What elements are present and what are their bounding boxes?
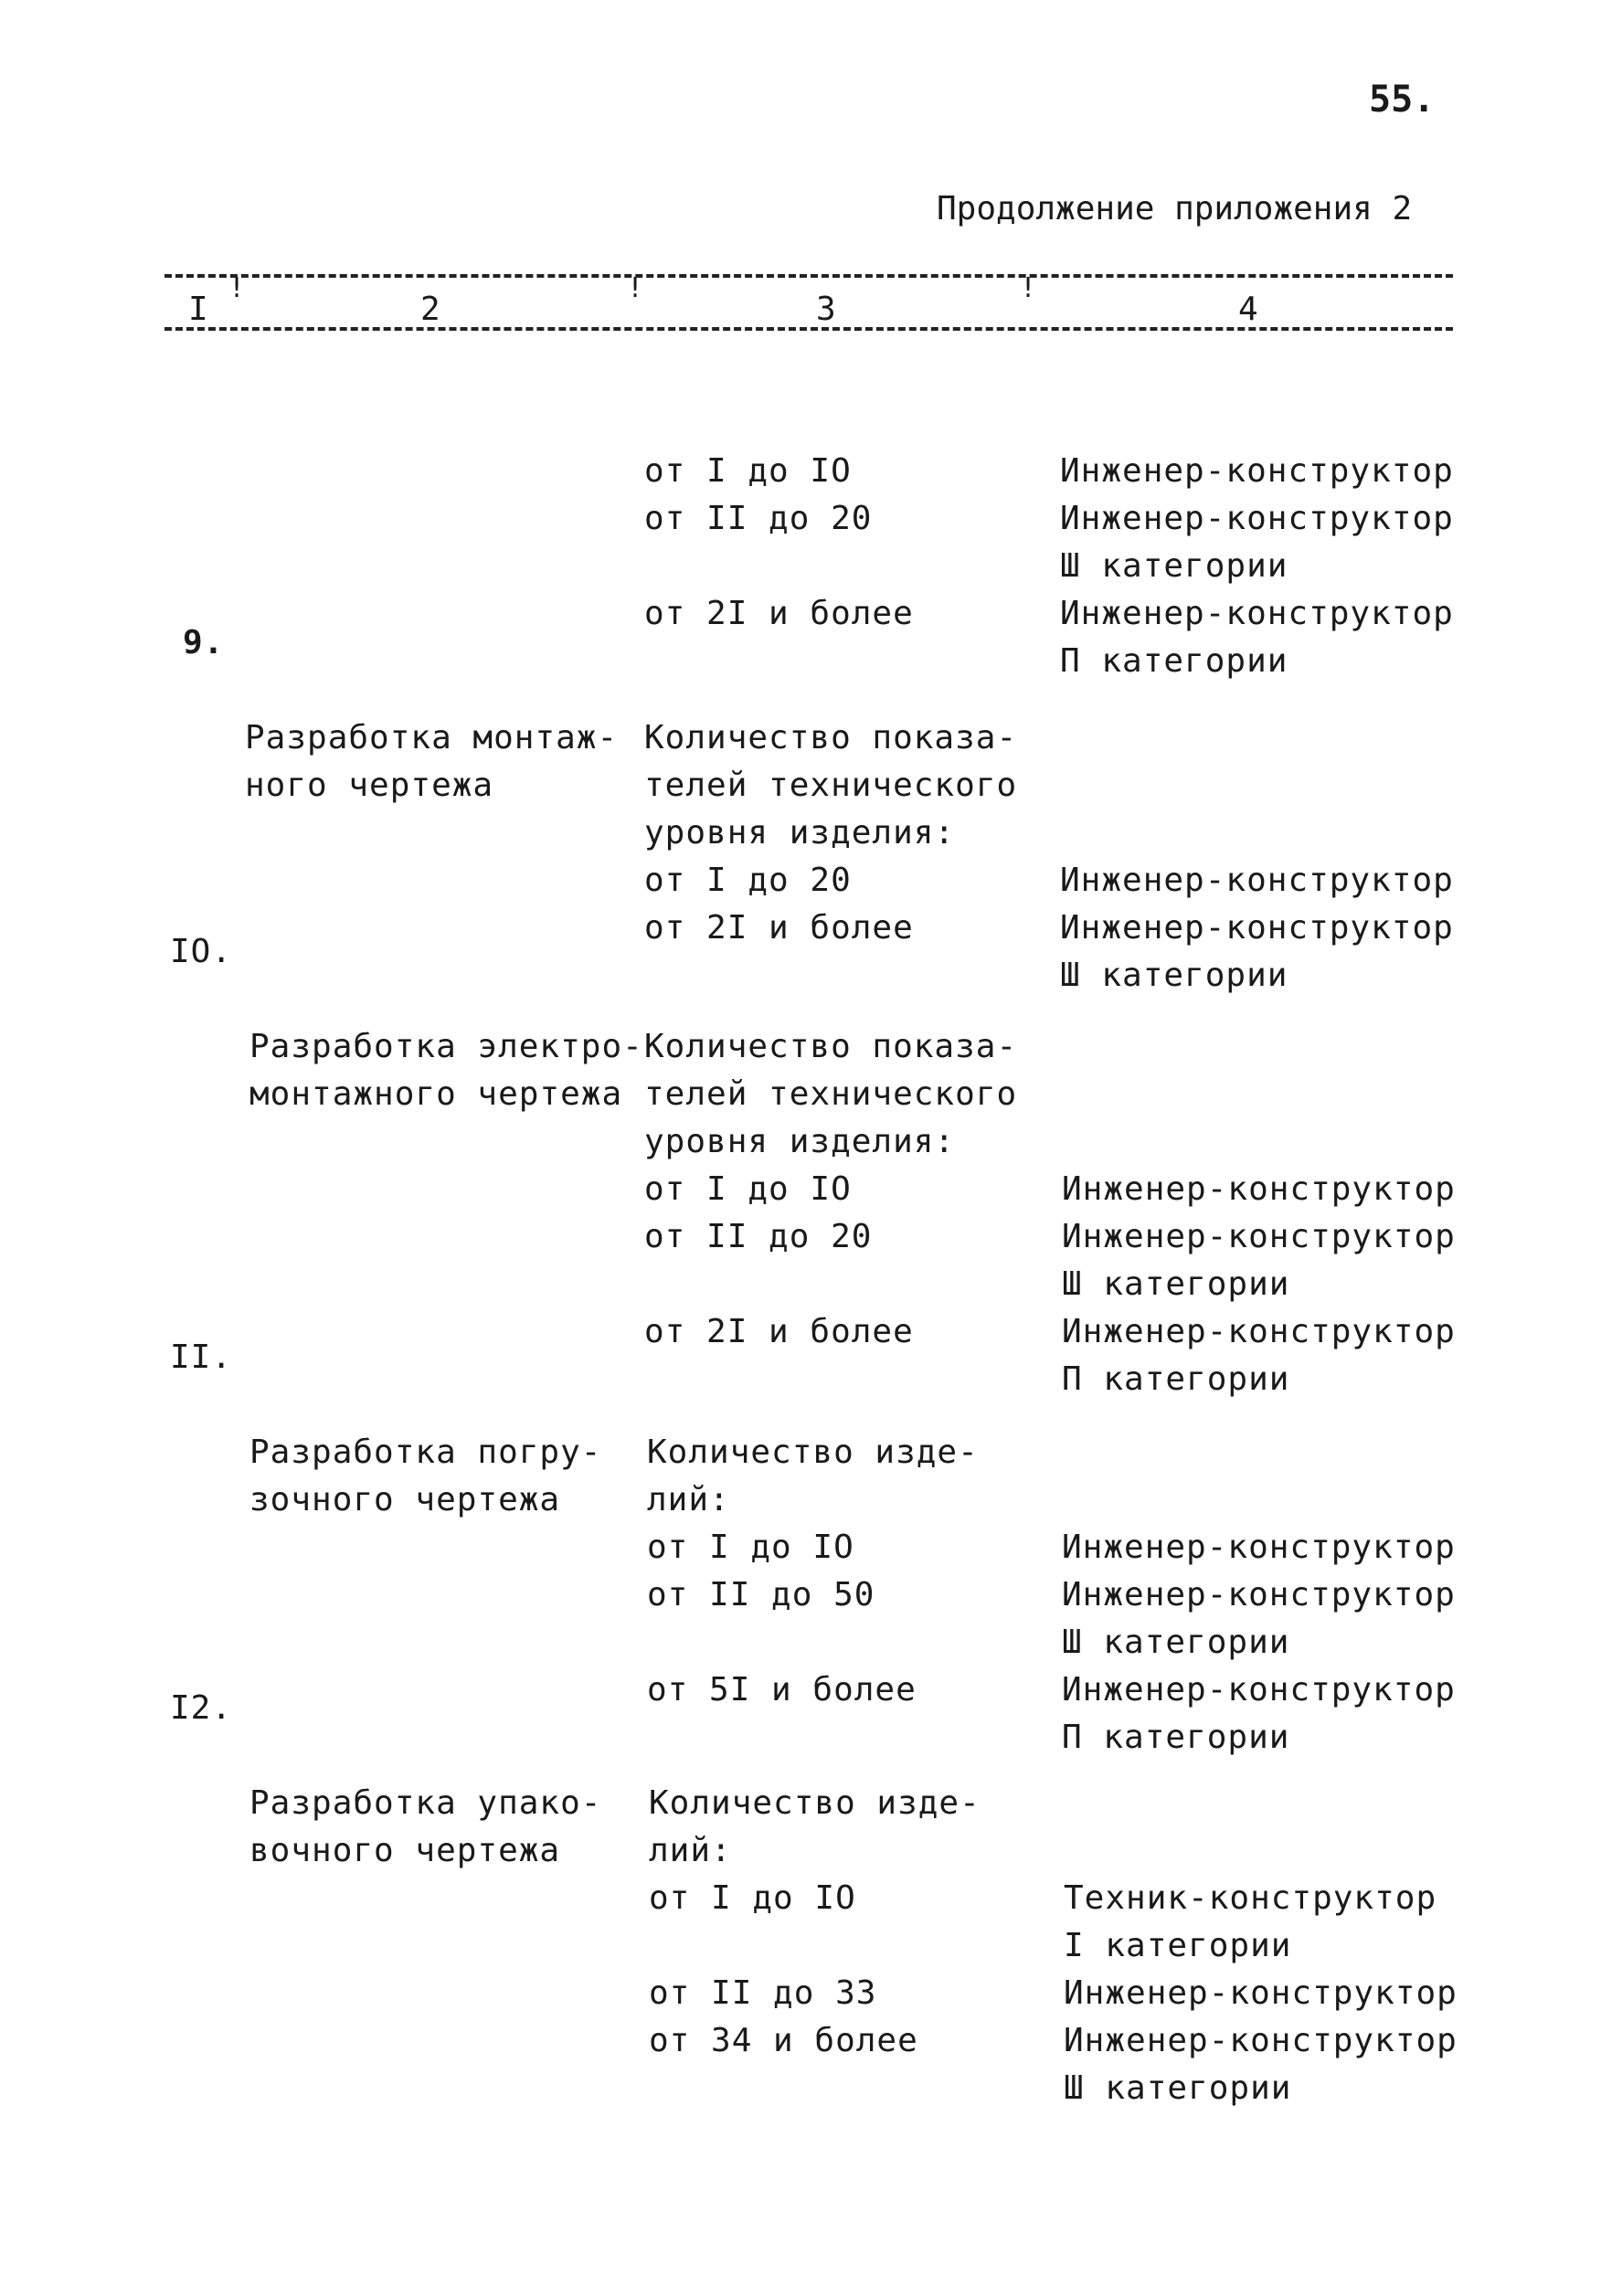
criteria-cell: Количество показа- телей технического уровня изделия: от I до 20 от 2I и более (644, 719, 1018, 947)
header-top-rule (164, 274, 1453, 278)
criteria-cell: Количество показа- телей технического уровня изделия: от I до IO от II до 20 от 2I и более (644, 1028, 1018, 1350)
page-number: 55. (1369, 79, 1436, 121)
continuation-caption: Продолжение приложения 2 (937, 190, 1413, 227)
performer-cell: Инженер-конструктор Инженер-конструктор Ш категории Инженер-конструктор П категории (1062, 1170, 1456, 1398)
row-number: 9. (183, 624, 225, 661)
performer-cell: Инженер-конструктор Инженер-конструктор Ш категории Инженер-конструктор П категории (1062, 1529, 1456, 1756)
column-header-1: I (188, 291, 208, 328)
header-bottom-rule (164, 327, 1453, 331)
column-header-3: 3 (816, 291, 836, 328)
column-divider: ! (1020, 272, 1037, 304)
work-cell: Разработка упако- вочного чертежа (249, 1784, 602, 1869)
row-number: II. (170, 1338, 233, 1376)
criteria-cell: Количество изде- лий: от I до IO от II до 33 от 34 и более (649, 1784, 981, 2059)
column-header-4: 4 (1238, 291, 1258, 328)
criteria-cell: от I до IO от II до 20 от 2I и более (644, 452, 914, 632)
work-cell: Разработка погру- зочного чертежа (249, 1434, 602, 1518)
column-header-2: 2 (420, 291, 440, 328)
row-number: IO. (170, 933, 233, 970)
column-divider: ! (228, 272, 246, 304)
work-cell: Разработка электро- монтажного чертежа (249, 1028, 643, 1113)
work-cell: Разработка монтаж- ного чертежа (245, 719, 619, 804)
row-number: I2. (170, 1689, 233, 1727)
performer-cell: Инженер-конструктор Инженер-конструктор Ш категории (1060, 862, 1454, 994)
performer-cell: Техник-конструктор I категории Инженер-конструктор Инженер-конструктор Ш категории (1064, 1879, 1458, 2107)
column-divider: ! (627, 272, 644, 304)
criteria-cell: Количество изде- лий: от I до IO от II до 50 от 5I и более (647, 1434, 979, 1709)
performer-cell: Инженер-конструктор Инженер-конструктор Ш категории Инженер-конструктор П категории (1060, 452, 1454, 680)
